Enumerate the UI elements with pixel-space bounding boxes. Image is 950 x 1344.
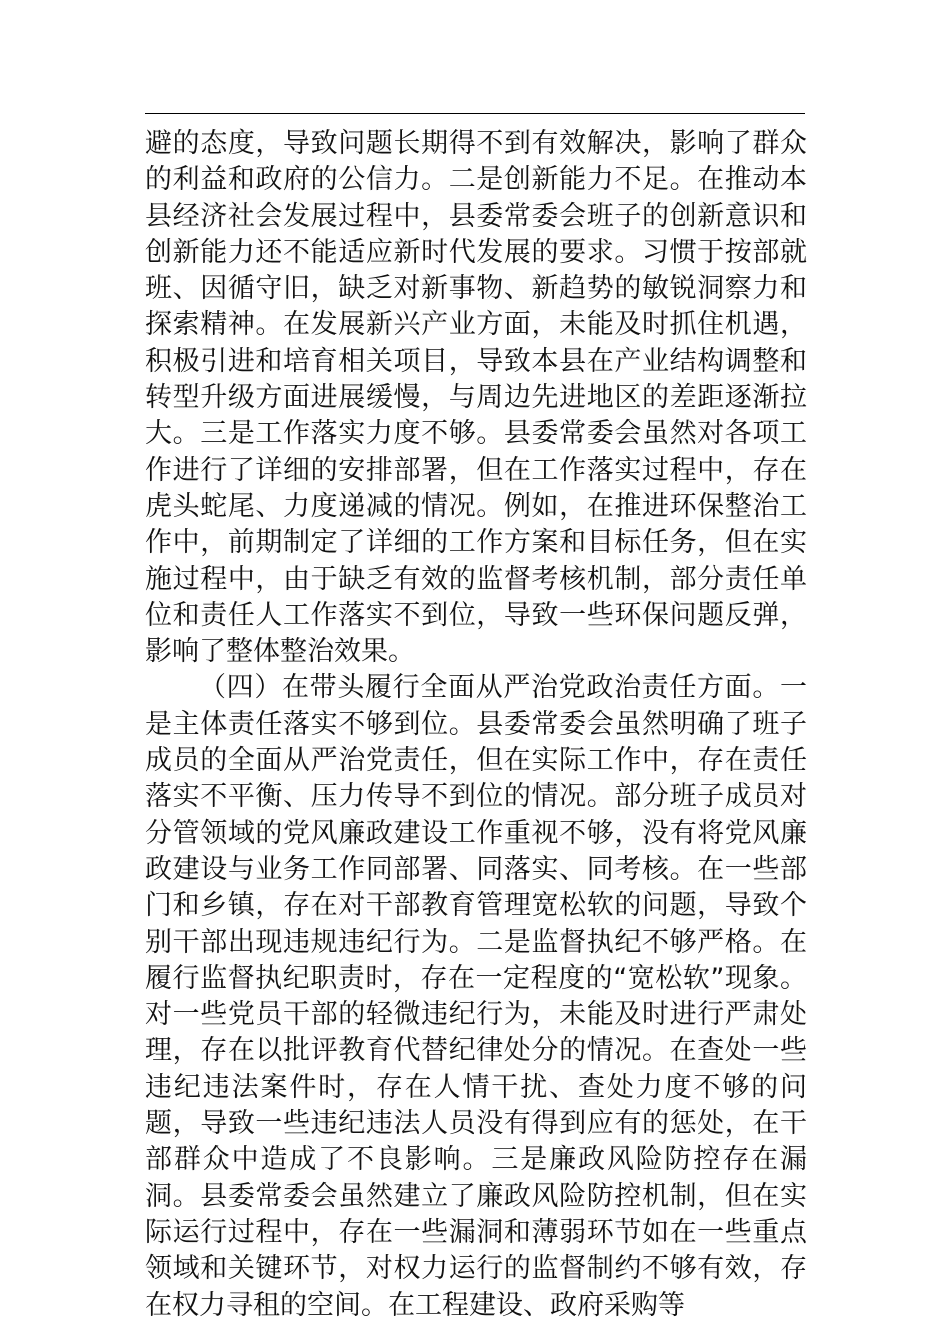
header-rule	[145, 113, 805, 114]
paragraph-continued: 避的态度，导致问题长期得不到有效解决，影响了群众的利益和政府的公信力。二是创新能力不足。在推动本县经济社会发展过程中，县委常委会班子的创新意识和创新能力还不能适应新时代发展的要求。习惯于按部就班、因循守旧，缺乏对新事物、新趋势的敏锐洞察力和探索精神。在发展新兴产业方面，未能及时抓住机遇，积极引进和培育相关项目，导致本县在产业结构调整和转型升级方面进展缓慢，与周边先进地区的差距逐渐拉大。三是工作落实力度不够。县委常委会虽然对各项工作进行了详细的安排部署，但在工作落实过程中，存在虎头蛇尾、力度递减的情况。例如，在推进环保整治工作中，前期制定了详细的工作方案和目标任务，但在实施过程中，由于缺乏有效的监督考核机制，部分责任单位和责任人工作落实不到位，导致一些环保问题反弹，影响了整体整治效果。	[145, 128, 807, 668]
document-body	[145, 126, 807, 1324]
paragraph-section-four: （四）在带头履行全面从严治党政治责任方面。一是主体责任落实不够到位。县委常委会虽然明确了班子成员的全面从严治党责任，但在实际工作中，存在责任落实不平衡、压力传导不到位的情况。部分班子成员对分管领域的党风廉政建设工作重视不够，没有将党风廉政建设与业务工作同部署、同落实、同考核。在一些部门和乡镇，存在对干部教育管理宽松软的问题，导致个别干部出现违规违纪行为。二是监督执纪不够严格。在履行监督执纪职责时，存在一定程度的“宽松软”现象。对一些党员干部的轻微违纪行为，未能及时进行严肃处理，存在以批评教育代替纪律处分的情况。在查处一些违纪违法案件时，存在人情干扰、查处力度不够的问题，导致一些违纪违法人员没有得到应有的惩处，在干部群众中造成了不良影响。三是廉政风险防控存在漏洞。县委常委会虽然建立了廉政风险防控机制，但在实际运行过程中，存在一些漏洞和薄弱环节如在一些重点领域和关键环节，对权力运行的监督制约不够有效，存在权力寻租的空间。在工程建设、政府采购等	[145, 672, 807, 1321]
